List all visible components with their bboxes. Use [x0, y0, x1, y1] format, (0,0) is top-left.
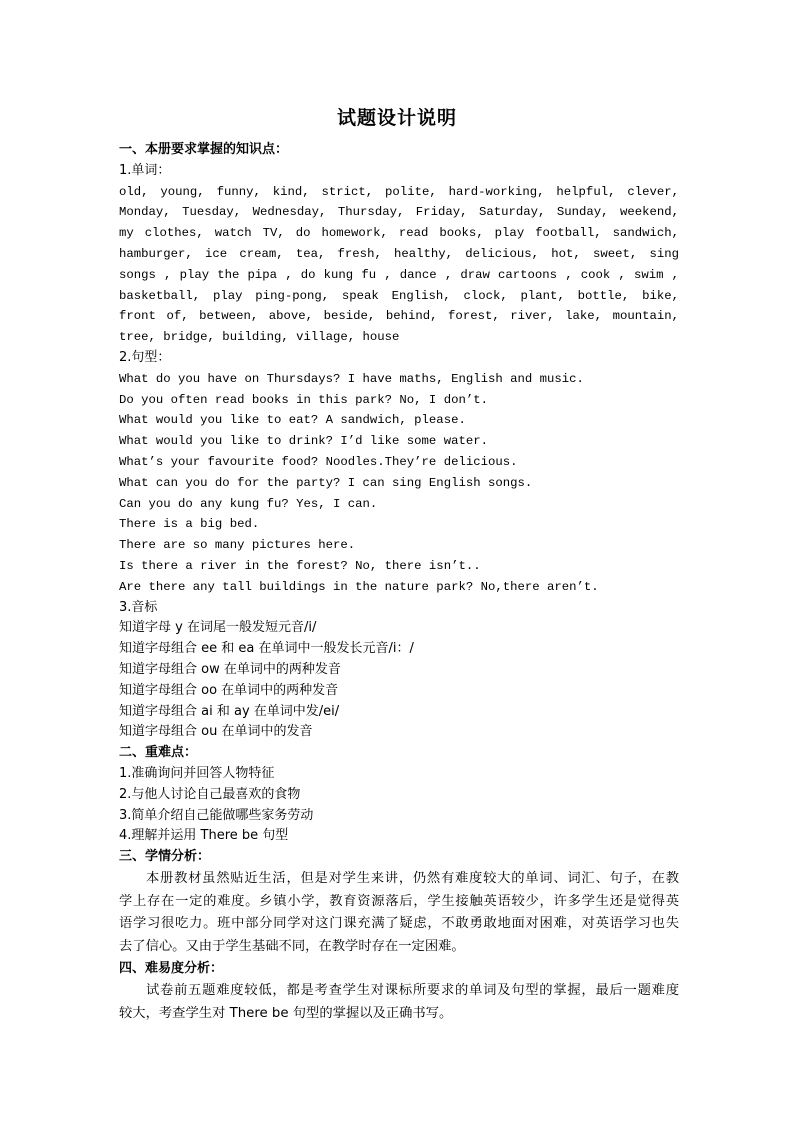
vocab-line: basketball, play ping-pong, speak English, clock, plant, bottle, bike,: [119, 288, 679, 303]
sentence-line: Is there a river in the forest? No, there isn’t..: [119, 558, 481, 573]
sentence-line: Do you often read books in this park? No, I don’t.: [119, 392, 488, 407]
sentence-line: What would you like to eat? A sandwich, please.: [119, 413, 466, 428]
sentence-line: What do you have on Thursdays? I have maths, English and music.: [119, 371, 584, 386]
key-point-item: 3.简单介绍自己能做哪些家务劳动: [119, 807, 314, 823]
phonics-line: 知道字母组合 ou 在单词中的发音: [119, 724, 313, 740]
paragraph-line: 本册教材虽然贴近生活，但是对学生来讲，仍然有难度较大的单词、词汇、句子，在教: [146, 870, 679, 886]
subheading-phonics: 3.音标: [119, 599, 158, 615]
paragraph-line: 试卷前五题难度较低，都是考查学生对课标所要求的单词及句型的掌握，最后一题难度: [146, 982, 679, 998]
sentence-line: There is a big bed.: [119, 517, 260, 532]
section-1-heading: 一、本册要求掌握的知识点：: [119, 142, 289, 157]
paragraph-line: 语学习很吃力。班中部分同学对这门课充满了疑虑，不敢勇敢地面对困难，对英语学习也失: [119, 916, 679, 932]
sentence-line: Are there any tall buildings in the nature park? No,there aren’t.: [119, 579, 599, 594]
section-3-heading: 三、学情分析：: [119, 849, 211, 865]
vocab-line: front of, between, above, beside, behind, forest, river, lake, mountain,: [119, 309, 679, 324]
vocabulary-list: [119, 182, 679, 348]
subheading-sentences: 2.句型：: [119, 349, 171, 365]
key-point-item: 2.与他人讨论自己最喜欢的食物: [119, 786, 301, 802]
sentence-list: [119, 369, 679, 598]
section-4-heading: 四、难易度分析：: [119, 961, 224, 977]
key-point-item: 1.准确询问并回答人物特征: [119, 765, 275, 781]
phonics-line: 知道字母组合 ow 在单词中的两种发音: [119, 661, 341, 677]
sentence-line: What would you like to drink? I’d like some water.: [119, 434, 488, 449]
vocab-line: my clothes, watch TV, do homework, read books, play football, sandwich,: [119, 226, 679, 241]
phonics-line: 知道字母组合 ee 和 ea 在单词中一般发长元音/i：/: [119, 641, 414, 657]
document-body: [119, 140, 679, 1025]
vocab-line: Monday, Tuesday, Wednesday, Thursday, Friday, Saturday, Sunday, weekend,: [119, 205, 679, 220]
vocab-line: hamburger, ice cream, tea, fresh, healthy, delicious, hot, sweet, sing: [119, 246, 679, 261]
phonics-list: [119, 618, 679, 743]
key-point-item: 4.理解并运用 There be 句型: [119, 828, 289, 844]
section-2-heading: 二、重难点：: [119, 745, 198, 761]
subheading-vocabulary: 1.单词：: [119, 162, 171, 178]
phonics-line: 知道字母 y 在词尾一般发短元音/i/: [119, 620, 317, 636]
learner-analysis-paragraph: [119, 868, 679, 959]
sentence-line: Can you do any kung fu? Yes, I can.: [119, 496, 378, 511]
phonics-line: 知道字母组合 oo 在单词中的两种发音: [119, 682, 339, 698]
page-title: 试题设计说明: [336, 107, 457, 129]
vocab-line: old, young, funny, kind, strict, polite, hard-working, helpful, clever,: [119, 184, 679, 199]
sentence-line: What can you do for the party? I can sing English songs.: [119, 475, 533, 490]
sentence-line: What’s your favourite food? Noodles.They’re delicious.: [119, 454, 518, 469]
paragraph-line: 较大，考查学生对 There be 句型的掌握以及正确书写。: [119, 1005, 453, 1021]
vocab-line: tree, bridge, building, village, house: [119, 330, 400, 345]
phonics-line: 知道字母组合 ai 和 ay 在单词中发/ei/: [119, 703, 340, 719]
vocab-line: songs , play the pipa , do kung fu , dance , draw cartoons , cook , swim ,: [119, 267, 679, 282]
paragraph-line: 学上存在一定的难度。乡镇小学，教育资源落后，学生接触英语较少，许多学生还是觉得英: [119, 893, 679, 909]
key-points-list: [119, 764, 679, 847]
sentence-line: There are so many pictures here.: [119, 538, 356, 553]
difficulty-analysis-paragraph: [119, 980, 679, 1026]
paragraph-line: 去了信心。又由于学生基础不同，在教学时存在一定困难。: [119, 939, 465, 955]
